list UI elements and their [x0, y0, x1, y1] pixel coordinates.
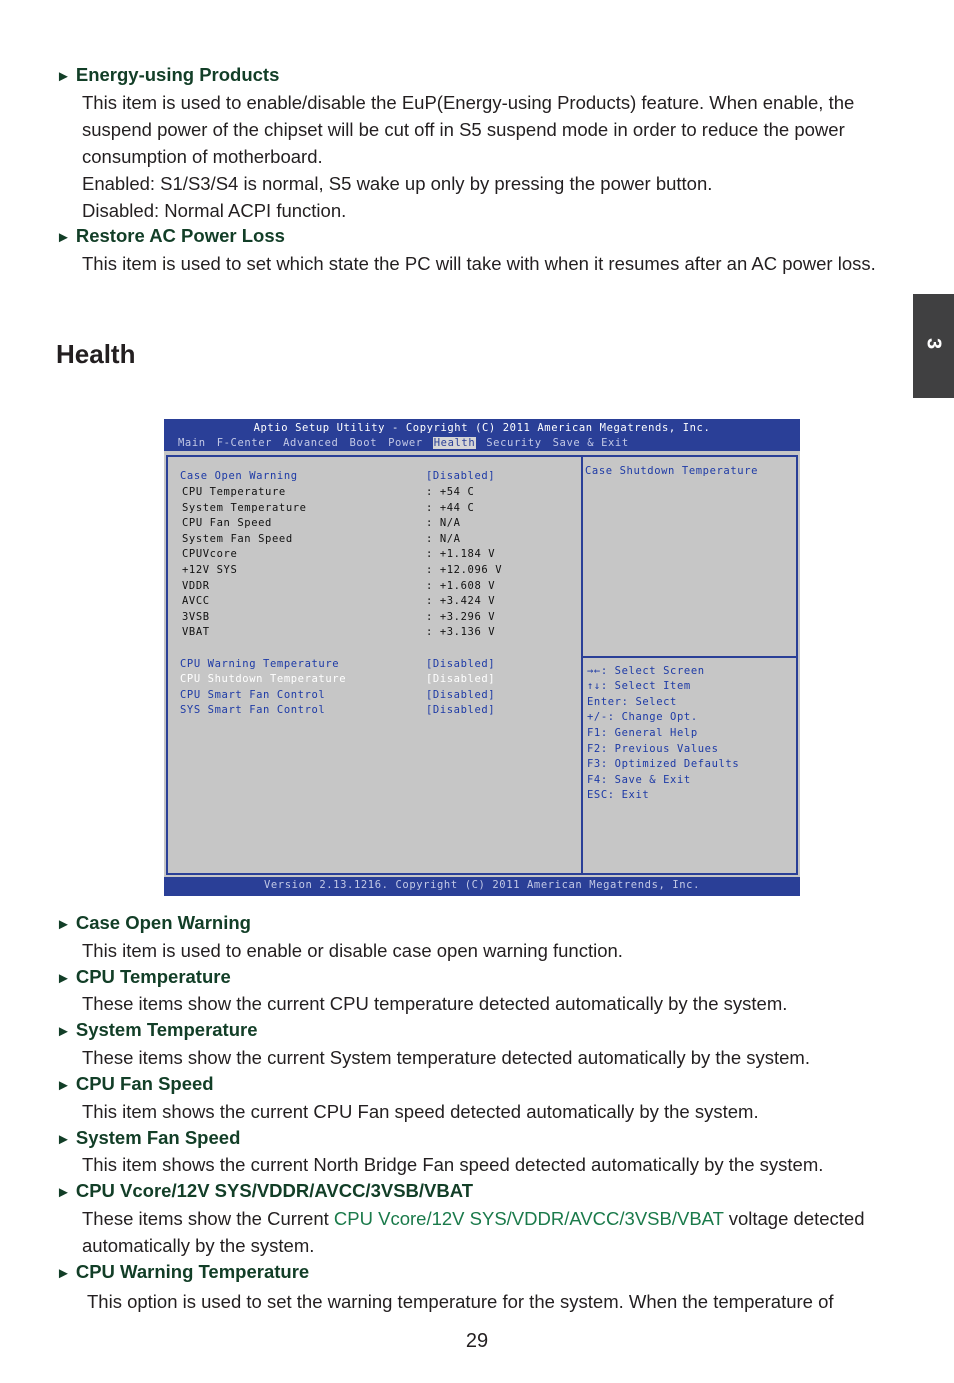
paragraph-cpu-temperature: These items show the current CPU temperature detected automatically by the system.	[82, 993, 788, 1014]
heading-system-temperature: ► System Temperature	[56, 1019, 258, 1040]
heading-energy-using-products: ► Energy-using Products	[56, 64, 280, 85]
heading-cpu-vcore-voltages: ► CPU Vcore/12V SYS/VDDR/AVCC/3VSB/VBAT	[56, 1180, 474, 1201]
bullet-arrow-icon: ►	[56, 1131, 71, 1148]
bios-tab-power[interactable]: Power	[388, 437, 423, 449]
bios-tab-security[interactable]: Security	[486, 437, 542, 449]
page-number: 29	[465, 1330, 489, 1352]
bullet-arrow-icon: ►	[56, 1077, 71, 1094]
heading-restore-ac-power-loss: ► Restore AC Power Loss	[56, 225, 285, 246]
bios-header-bar	[164, 419, 800, 451]
bullet-arrow-icon: ►	[56, 1265, 71, 1282]
bios-help-panel	[581, 455, 798, 658]
heading-case-open-warning: ► Case Open Warning	[56, 912, 251, 933]
bullet-arrow-icon: ►	[56, 229, 71, 246]
paragraph-case-open-warning: This item is used to enable or disable case open warning function.	[82, 940, 623, 961]
section-title: Health	[56, 339, 136, 369]
bios-tab-save-exit[interactable]: Save & Exit	[552, 437, 629, 449]
bullet-arrow-icon: ►	[56, 916, 71, 933]
key-esc-exit: ESC: Exit	[587, 789, 650, 801]
key-select-screen: →←: Select Screen	[587, 665, 705, 677]
key-general-help: F1: General Help	[587, 727, 698, 739]
bios-settings-panel: Case Open Warning [Disabled] CPU Temperature : +54 C System Temperature : +44 C CPU Fan Speed : N/A System Fan Speed : N/A CPUVcore : +1.184 V +12V SYS : +12.096 V VDDR : +1.608 V AVCC : +3.424 V 3VSB : +3.296 V VBAT : +3.136 V CPU Warning Temperature [Disabled] CPU Shutdown Temperature [Disabled] CPU Smart Fan Control [Disabled] SYS Smart Fan Control [Disabled]	[166, 455, 583, 875]
bios-key-legend	[581, 656, 798, 875]
paragraph-restore-ac: This item is used to set which state the PC will take with when it resumes after an AC power loss.	[82, 253, 876, 274]
bios-tab-boot[interactable]: Boot	[349, 437, 378, 449]
paragraph-energy-2: Enabled: S1/S3/S4 is normal, S5 wake up only by pressing the power button.	[82, 173, 713, 194]
bios-tab-main[interactable]: Main	[178, 437, 206, 449]
key-optimized-defaults: F3: Optimized Defaults	[587, 758, 740, 770]
bios-title: Aptio Setup Utility - Copyright (C) 2011 American Megatrends, Inc.	[253, 422, 711, 434]
bios-screenshot	[164, 419, 800, 896]
paragraph-cpu-fan-speed: This item shows the current CPU Fan speed detected automatically by the system.	[82, 1101, 759, 1122]
bios-tab-advanced[interactable]: Advanced	[283, 437, 339, 449]
paragraph-cpu-warning-temperature: This option is used to set the warning temperature for the system. When the temperature of	[87, 1291, 834, 1312]
highlight-voltage-names: CPU Vcore/12V SYS/VDDR/AVCC/3VSB/VBAT	[333, 1208, 724, 1229]
heading-system-fan-speed: ► System Fan Speed	[56, 1127, 241, 1148]
paragraph-system-fan-speed: This item shows the current North Bridge Fan speed detected automatically by the system.	[82, 1154, 824, 1175]
paragraph-energy-1: This item is used to enable/disable the EuP(Energy-using Products) feature. When enable, the suspend power of the chipset will be cut off in S5 suspend mode in order to reduce the power consumption of motherboard.	[82, 92, 855, 167]
bios-footer-bar	[164, 877, 800, 896]
paragraph-cpu-vcore-voltages: These items show the Current CPU Vcore/12V SYS/VDDR/AVCC/3VSB/VBAT voltage detected automatically by the system.	[82, 1208, 865, 1256]
paragraph-energy-3: Disabled: Normal ACPI function.	[82, 200, 347, 221]
bios-help-text: Case Shutdown Temperature	[585, 465, 759, 477]
key-select-item: ↑↓: Select Item	[587, 680, 691, 692]
bios-tab-f-center[interactable]: F-Center	[216, 437, 273, 449]
bios-tab-health[interactable]: Health	[433, 437, 476, 449]
heading-cpu-temperature: ► CPU Temperature	[56, 966, 231, 987]
paragraph-system-temperature: These items show the current System temperature detected automatically by the system.	[82, 1047, 810, 1068]
bios-version: Version 2.13.1216. Copyright (C) 2011 American Megatrends, Inc.	[263, 879, 701, 891]
bullet-arrow-icon: ►	[56, 68, 71, 85]
key-save-exit: F4: Save & Exit	[587, 774, 691, 786]
bios-tab-bar	[177, 437, 639, 449]
bullet-arrow-icon: ►	[56, 970, 71, 987]
chapter-tab: 3	[913, 294, 954, 398]
heading-cpu-fan-speed: ► CPU Fan Speed	[56, 1073, 214, 1094]
key-previous-values: F2: Previous Values	[587, 743, 719, 755]
key-change-opt: +/-: Change Opt.	[587, 711, 698, 723]
bullet-arrow-icon: ►	[56, 1023, 71, 1040]
key-enter-select: Enter: Select	[587, 696, 677, 708]
bullet-arrow-icon: ►	[56, 1184, 71, 1201]
heading-cpu-warning-temperature: ► CPU Warning Temperature	[56, 1261, 310, 1282]
